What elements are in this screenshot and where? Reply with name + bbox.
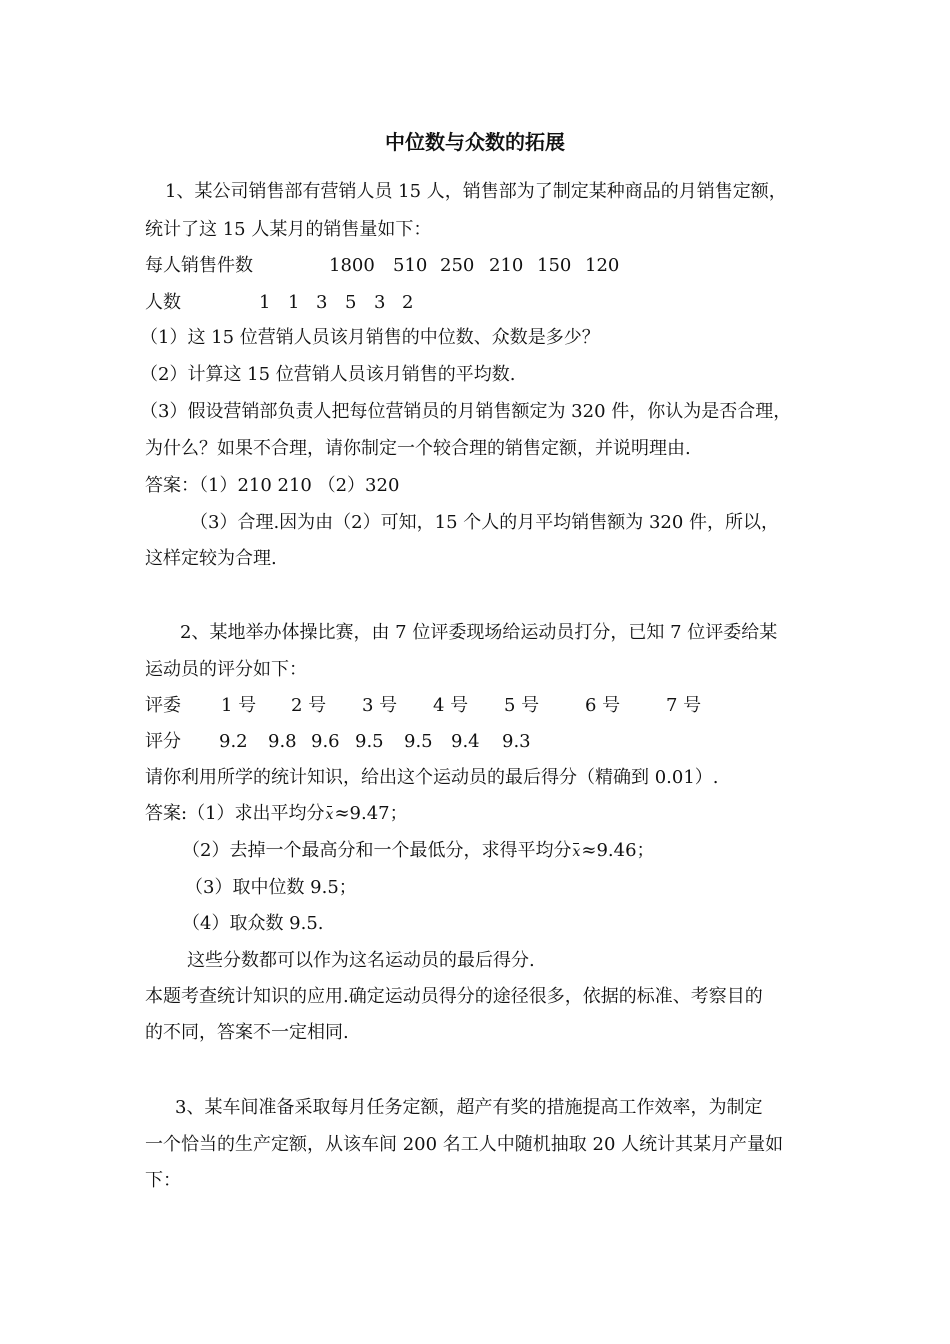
- q3-line1: 3、某车间准备采取每月任务定额，超产有奖的措施提高工作效率，为制定: [175, 1097, 763, 1118]
- q2-answer1-suffix: ≈9.47；: [334, 803, 408, 824]
- q2-answer3: （3）取中位数 9.5；: [185, 877, 357, 898]
- q2-table-cell: 9.2: [219, 731, 248, 752]
- q2-conclusion: 这些分数都可以作为这名运动员的最后得分.: [187, 950, 535, 971]
- q2-table-row2-label: 评分: [145, 731, 181, 752]
- x-bar-symbol: x: [571, 841, 581, 863]
- q2-table-cell: 6 号: [585, 695, 621, 716]
- q1-answer2: （3）合理.因为由（2）可知，15 个人的月平均销售额为 320 件，所以，: [190, 512, 780, 533]
- q2-table-cell: 9.5: [404, 731, 433, 752]
- q1-table-cell: 250: [440, 255, 475, 276]
- q2-table-cell: 9.3: [502, 731, 531, 752]
- q2-answer2-prefix: （2）去掉一个最高分和一个最低分，求得平均分: [182, 840, 572, 861]
- q1-table-cell: 510: [393, 255, 428, 276]
- q1-table-cell: 1: [259, 292, 271, 313]
- q1-answer1: 答案：（1）210 210 （2）320: [145, 475, 400, 496]
- q2-question: 请你利用所学的统计知识，给出这个运动员的最后得分（精确到 0.01）.: [145, 767, 719, 788]
- q2-answer2: [182, 840, 655, 863]
- q3-line2: 一个恰当的生产定额，从该车间 200 名工人中随机抽取 20 人统计其某月产量如: [145, 1134, 784, 1155]
- q1-table-cell: 3: [374, 292, 386, 313]
- q1-line2: 统计了这 15 人某月的销售量如下：: [145, 219, 432, 240]
- q3-line3: 下：: [145, 1170, 181, 1191]
- q1-table-cell: 2: [402, 292, 414, 313]
- q1-table-row2-label: 人数: [145, 292, 181, 313]
- q1-table-cell: 210: [489, 255, 524, 276]
- q2-answer4: （4）取众数 9.5.: [182, 913, 324, 934]
- q2-table-cell: 4 号: [433, 695, 469, 716]
- q1-table-cell: 120: [585, 255, 620, 276]
- q2-table-cell: 1 号: [221, 695, 257, 716]
- q2-answer2-suffix: ≈9.46；: [581, 840, 655, 861]
- q1-sub3-line2: 为什么？如果不合理，请你制定一个较合理的销售定额，并说明理由.: [145, 438, 691, 459]
- x-bar-symbol: x: [325, 804, 335, 826]
- q1-sub2: （2）计算这 15 位营销人员该月销售的平均数.: [140, 364, 516, 385]
- q2-table-cell: 9.5: [355, 731, 384, 752]
- q1-table-row1-label: 每人销售件数: [145, 255, 253, 276]
- q2-table-cell: 7 号: [666, 695, 702, 716]
- q2-answer1-prefix: 答案:（1）求出平均分: [145, 803, 325, 824]
- q1-sub1: （1）这 15 位营销人员该月销售的中位数、众数是多少？: [140, 327, 600, 348]
- q2-table-cell: 5 号: [504, 695, 540, 716]
- q1-table-cell: 1: [288, 292, 300, 313]
- q1-table-cell: 1800: [329, 255, 375, 276]
- q1-line1: 1、某公司销售部有营销人员 15 人，销售部为了制定某种商品的月销售定额，: [165, 181, 787, 202]
- q2-note-line2: 的不同，答案不一定相同.: [145, 1022, 349, 1043]
- q2-line1: 2、某地举办体操比赛，由 7 位评委现场给运动员打分，已知 7 位评委给某: [180, 622, 778, 643]
- q1-table-cell: 3: [316, 292, 328, 313]
- q2-table-cell: 2 号: [291, 695, 327, 716]
- q1-answer3: 这样定较为合理.: [145, 548, 277, 569]
- q1-table-cell: 5: [345, 292, 357, 313]
- q2-table-cell: 9.4: [451, 731, 480, 752]
- q2-table-cell: 3 号: [362, 695, 398, 716]
- q1-sub3-line1: （3）假设营销部负责人把每位营销员的月销售额定为 320 件，你认为是否合理，: [140, 401, 792, 422]
- q2-line2: 运动员的评分如下：: [145, 659, 307, 680]
- q2-answer1: [145, 803, 408, 826]
- q2-table-row1-label: 评委: [145, 695, 181, 716]
- q2-table-cell: 9.8: [268, 731, 297, 752]
- page-title: 中位数与众数的拓展: [385, 130, 565, 154]
- q2-note-line1: 本题考查统计知识的应用.确定运动员得分的途径很多，依据的标准、考察目的: [145, 986, 763, 1007]
- q1-table-cell: 150: [537, 255, 572, 276]
- q2-table-cell: 9.6: [311, 731, 340, 752]
